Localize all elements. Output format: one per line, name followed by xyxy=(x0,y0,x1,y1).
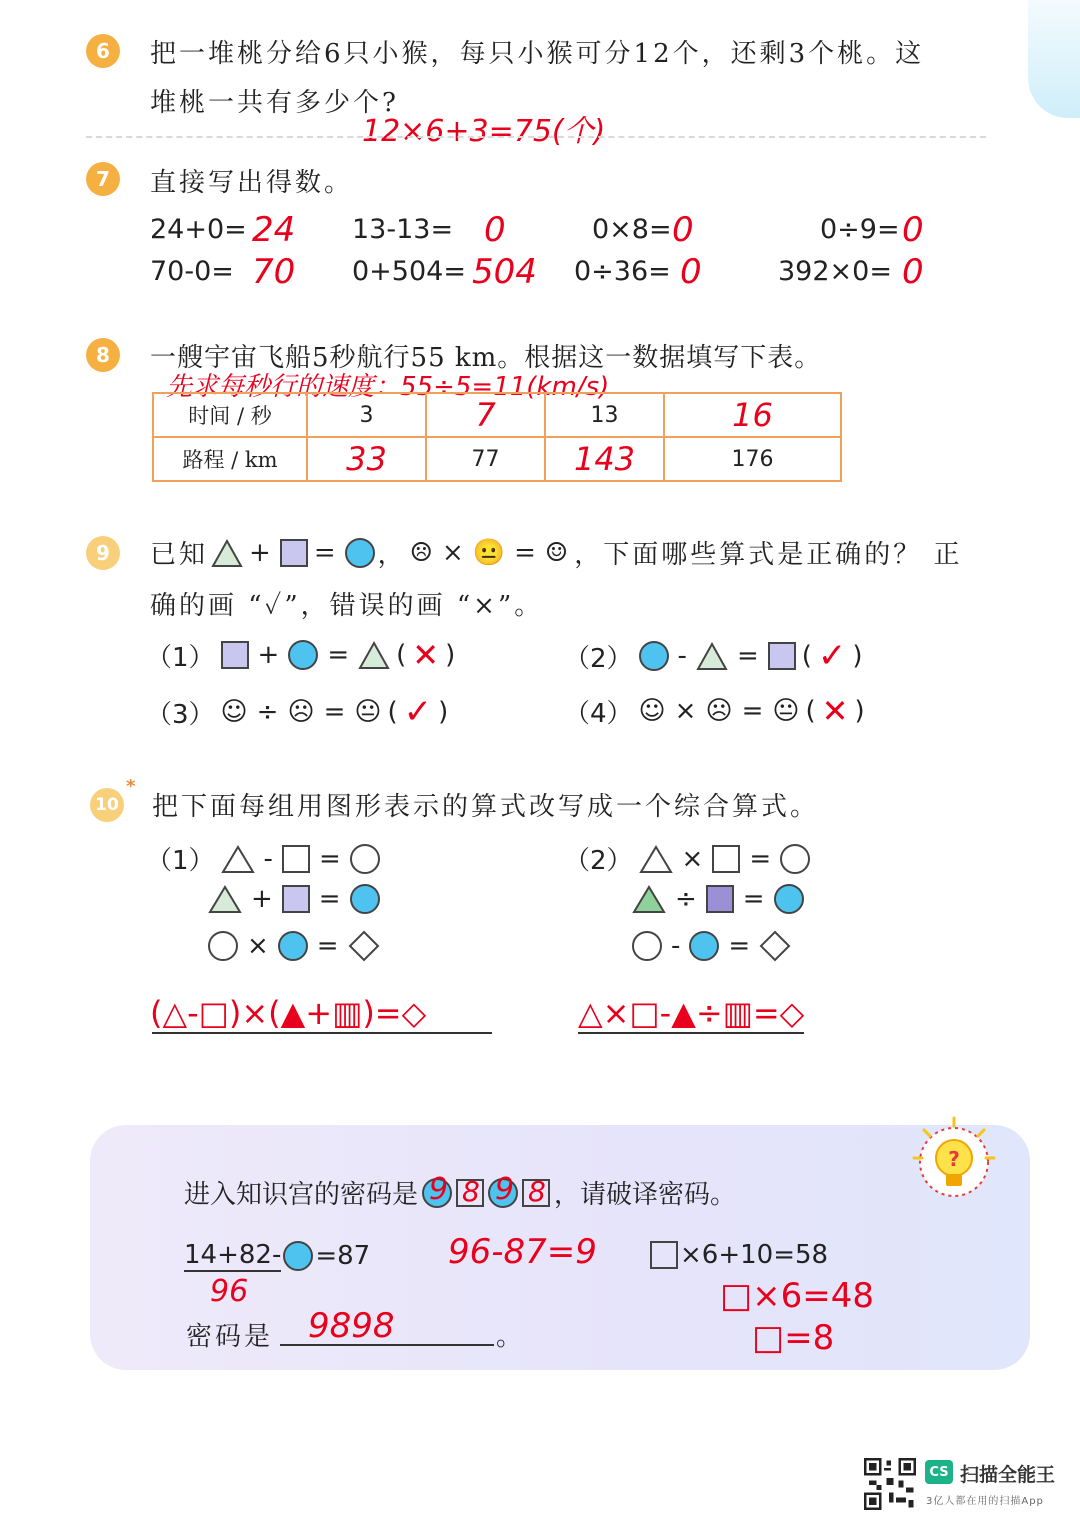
question-9-line2: 确的画 “✓”，错误的画 “×”。 xyxy=(150,591,544,621)
square-icon xyxy=(221,641,249,669)
triangle-outline-icon xyxy=(639,844,673,874)
sad-face-icon: ☹ xyxy=(705,696,733,726)
table-cell: 3 xyxy=(307,393,426,437)
table-row xyxy=(153,437,841,481)
smile-face-icon: ☺ xyxy=(638,696,666,726)
eq1-result: =87 xyxy=(315,1241,371,1271)
item-label: （2） xyxy=(564,643,633,674)
answer-mark: ✓ xyxy=(403,692,433,732)
camscanner-logo: CS xyxy=(925,1460,953,1484)
table-cell-handwritten xyxy=(664,393,841,437)
calc-expression: 70-0= xyxy=(150,256,234,287)
q9-item-2: （2） - = ( ✓ ) xyxy=(564,636,863,676)
q10-group1-line1: （1） - = xyxy=(146,840,380,877)
triangle-icon xyxy=(211,538,243,568)
question-number-8: 8 xyxy=(86,338,120,372)
table-cell-handwritten xyxy=(307,437,426,481)
question-number-6: 6 xyxy=(86,34,120,68)
circle-outline-icon xyxy=(780,844,810,874)
divider xyxy=(86,136,986,138)
neutral-face-icon: 😐 xyxy=(772,696,800,726)
eq1-work-sum: 96 xyxy=(210,1274,249,1309)
square-outline-icon xyxy=(650,1241,678,1269)
question-7-title: 直接写出得数。 xyxy=(150,168,354,198)
item-label: （4） xyxy=(564,698,633,729)
calc-answer: 0 xyxy=(902,210,924,250)
calc-answer: 0 xyxy=(680,252,702,292)
triangle-outline-icon xyxy=(221,844,255,874)
table-header-time: 时间 / 秒 xyxy=(153,393,307,437)
smile-face-icon: ☺ xyxy=(220,697,248,727)
q10-group2-line3: - = xyxy=(632,930,791,962)
question-8-title: 一艘宇宙飞船5秒航行55 km。根据这一数据填写下表。 xyxy=(150,343,822,373)
question-6-line1: 把一堆桃分给6只小猴，每只小猴可分12个，还剩3个桃。这 xyxy=(150,39,925,69)
diamond-outline-icon xyxy=(348,930,380,962)
circle-icon xyxy=(288,640,318,670)
triangle-icon xyxy=(358,640,390,670)
square-icon xyxy=(282,885,310,913)
group-label: （1） xyxy=(146,846,215,876)
circle-icon xyxy=(350,884,380,914)
calc-answer: 0 xyxy=(484,210,506,250)
table-cell-handwritten xyxy=(426,393,545,437)
bonus-intro-suffix: ，请破译密码。 xyxy=(554,1180,737,1210)
question-6-line2: 堆桃一共有多少个? xyxy=(150,88,399,118)
code-circle-1: 9 xyxy=(422,1178,452,1208)
calc-answer: 504 xyxy=(472,252,537,292)
item-label: （1） xyxy=(146,642,215,673)
corner-decoration xyxy=(1028,0,1080,118)
svg-text:?: ? xyxy=(948,1147,960,1171)
item-label: （3） xyxy=(146,699,215,730)
table-cell: 13 xyxy=(545,393,664,437)
question-9-suffix: ，下面哪些算式是正确的？ 正 xyxy=(574,540,963,570)
answer-mark: ✓ xyxy=(817,636,847,676)
lightbulb-icon xyxy=(902,1112,1002,1212)
challenge-star: * xyxy=(126,776,136,797)
eq2-work-1: □×6=48 xyxy=(720,1276,874,1316)
question-10-title: 把下面每组用图形表示的算式改写成一个综合算式。 xyxy=(152,792,820,822)
diamond-outline-icon xyxy=(759,930,791,962)
question-10-answer-1: (△-□)×(▲+▥)=◇ xyxy=(150,994,427,1032)
qr-code-icon xyxy=(864,1458,916,1510)
circle-icon xyxy=(278,931,308,961)
square-outline-icon xyxy=(282,845,310,873)
password-value: 9898 xyxy=(308,1306,395,1346)
circle-outline-icon xyxy=(350,844,380,874)
square-filled-icon xyxy=(706,885,734,913)
calc-answer: 24 xyxy=(252,210,296,250)
circle-icon xyxy=(689,931,719,961)
eq2-work-2: □=8 xyxy=(752,1318,835,1358)
calc-expression: 0×8= xyxy=(592,214,672,245)
circle-icon xyxy=(283,1241,313,1271)
q10-group1-line3: × = xyxy=(208,930,380,962)
table-cell: 176 xyxy=(664,437,841,481)
sad-face-icon: ☹ xyxy=(287,697,315,727)
password-end: 。 xyxy=(496,1322,526,1352)
sad-face-icon: ☹ xyxy=(409,537,436,568)
answer-mark: ✕ xyxy=(821,692,849,730)
handwritten-value: 143 xyxy=(573,440,636,478)
calc-answer: 0 xyxy=(902,252,924,292)
neutral-face-icon: 😐 xyxy=(472,537,509,568)
bonus-equation-1 xyxy=(184,1240,370,1272)
answer-underline xyxy=(578,1032,804,1034)
smile-face-icon: ☺ xyxy=(544,537,572,568)
handwritten-value: 7 xyxy=(475,396,496,434)
table-cell-handwritten xyxy=(545,437,664,481)
neutral-face-icon: 😐 xyxy=(354,697,382,727)
circle-outline-icon xyxy=(208,931,238,961)
circle-icon xyxy=(774,884,804,914)
group-label: （2） xyxy=(564,846,633,876)
eq1-work: 96-87=9 xyxy=(448,1232,597,1272)
code-square-2: 8 xyxy=(522,1179,550,1207)
triangle-icon xyxy=(208,884,242,914)
question-9-line1: 已知 + = ， ☹ × 😐 = ☺ ，下面哪些算式是正确的？ 正 xyxy=(150,534,962,571)
circle-icon xyxy=(345,538,375,568)
question-number-9: 9 xyxy=(86,536,120,570)
calc-answer: 0 xyxy=(672,210,694,250)
question-10-answer-2: △×□-▲÷▥=◇ xyxy=(578,994,805,1032)
q10-group2-line2: ÷ = xyxy=(632,884,804,914)
calc-answer: 70 xyxy=(252,252,296,292)
q10-group1-line2: + = xyxy=(208,884,380,914)
triangle-icon xyxy=(696,641,728,671)
eq1-expression: 14+82- xyxy=(184,1240,282,1270)
code-circle-2: 9 xyxy=(488,1178,518,1208)
question-8-note: 先求每秒行的速度：55÷5=11(km/s) xyxy=(166,372,610,402)
question-9-prefix: 已知 xyxy=(150,540,209,570)
speed-table xyxy=(152,392,842,482)
q9-item-4: （4） ☺ × ☹ = 😐 ( ✕ ) xyxy=(564,692,865,730)
table-row xyxy=(153,393,841,437)
calc-expression: 24+0= xyxy=(150,214,247,245)
calc-expression: 0+504= xyxy=(352,256,466,287)
eq2-expression: ×6+10=58 xyxy=(680,1240,829,1270)
footer-brand: 扫描全能王 xyxy=(960,1464,1056,1486)
square-icon xyxy=(280,539,308,567)
answer-mark: ✕ xyxy=(412,636,440,674)
circle-icon xyxy=(639,641,669,671)
calc-expression: 0÷9= xyxy=(820,214,900,245)
q10-group2-line1: （2） × = xyxy=(564,840,810,877)
calc-expression: 0÷36= xyxy=(574,256,671,287)
calc-expression: 13-13= xyxy=(352,214,454,245)
bonus-intro-text: 进入知识宫的密码是 xyxy=(184,1180,419,1210)
q9-item-1: （1） + = ( ✕ ) xyxy=(146,636,456,674)
table-header-distance: 路程 / km xyxy=(153,437,307,481)
calc-expression: 392×0= xyxy=(778,256,892,287)
triangle-filled-icon xyxy=(632,884,666,914)
bonus-intro xyxy=(184,1171,737,1211)
bonus-equation-2 xyxy=(650,1240,828,1270)
square-outline-icon xyxy=(712,845,740,873)
question-6-answer: 12×6+3=75(个) xyxy=(362,114,606,149)
footer-slogan: 3亿人都在用的扫描App xyxy=(926,1496,1044,1507)
square-icon xyxy=(768,642,796,670)
table-cell: 77 xyxy=(426,437,545,481)
circle-outline-icon xyxy=(632,931,662,961)
handwritten-value: 33 xyxy=(346,440,387,478)
q9-item-3: （3） ☺ ÷ ☹ = 😐 ( ✓ ) xyxy=(146,692,449,732)
answer-underline xyxy=(152,1032,492,1034)
question-number-7: 7 xyxy=(86,162,120,196)
handwritten-value: 16 xyxy=(732,396,773,434)
question-number-10: 10 xyxy=(90,788,124,822)
code-square-1: 8 xyxy=(456,1179,484,1207)
password-label: 密码是 xyxy=(186,1322,274,1352)
